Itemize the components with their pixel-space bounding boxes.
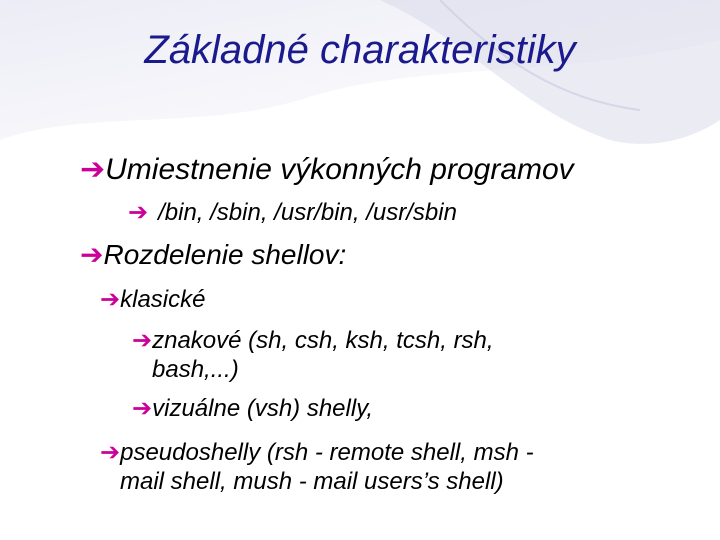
list-item-rozdelenie [80,238,346,271]
list-item-klasicke [100,285,205,314]
list-item-pseudoshelly [100,438,534,467]
arrow-bullet-icon: ➔ [80,153,106,186]
arrow-bullet-icon: ➔ [80,239,104,270]
list-item-label: Umiestnenie výkonných programov [105,153,574,186]
list-item-label: klasické [120,286,206,313]
list-item-znakove [132,326,494,355]
list-item-label: znakové (sh, csh, ksh, tcsh, rsh, [152,327,494,354]
list-item-pseudoshelly-continuation: mail shell, mush - mail users’s shell) [120,468,504,495]
list-item-label: pseudoshelly (rsh - remote shell, msh - [120,439,534,466]
list-item-umiestnenie [80,152,574,187]
arrow-bullet-icon: ➔ [128,199,149,226]
page-title: Základné charakteristiky [144,28,576,72]
arrow-bullet-icon: ➔ [132,395,153,422]
arrow-bullet-icon: ➔ [132,327,153,354]
list-item-vizualne [132,394,373,423]
list-item-paths [128,198,457,227]
list-item-label: Rozdelenie shellov: [103,239,347,270]
list-item-label: /bin, /sbin, /usr/bin, /usr/sbin [158,199,457,226]
list-item-label: vizuálne (vsh) shelly, [152,395,374,422]
arrow-bullet-icon: ➔ [100,439,121,466]
arrow-bullet-icon: ➔ [100,286,121,313]
list-item-znakove-continuation: bash,...) [152,356,239,383]
